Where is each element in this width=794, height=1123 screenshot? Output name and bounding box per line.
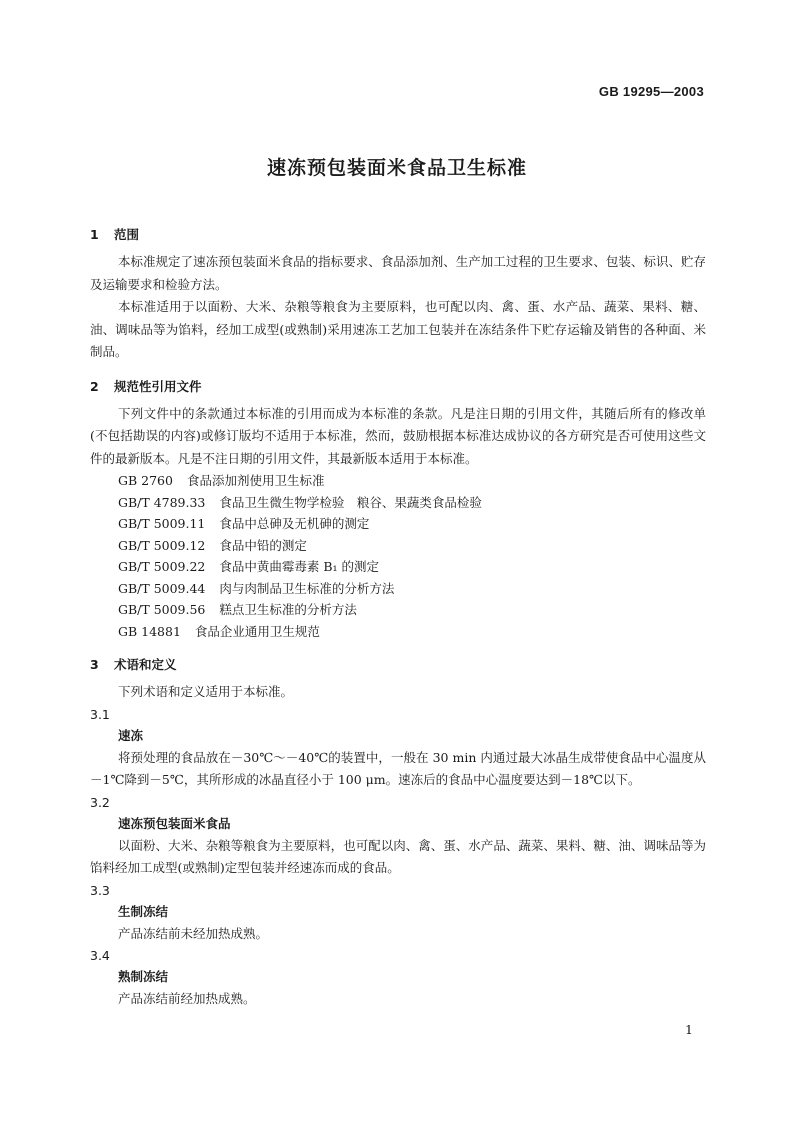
term-definition: 产品冻结前未经加热成熟。: [118, 925, 269, 941]
section-number: 2: [90, 378, 99, 394]
section-2-heading: [90, 376, 706, 397]
term-number: 3.1: [90, 706, 110, 722]
term-definition: 以面粉、大米、杂粮等粮食为主要原料，也可配以肉、禽、蛋、水产品、蔬菜、果料、糖、油、调味品等为馅料经加工成型(或熟制)定型包装并经速冻而成的食品。: [90, 837, 706, 875]
reference-item: [90, 470, 706, 492]
term-definition: 产品冻结前经加热成熟。: [118, 991, 256, 1006]
ref-code: GB 14881: [118, 623, 181, 639]
references-intro: 下列文件中的条款通过本标准的引用而成为本标准的条款。凡是注日期的引用文件，其随后所有的修改单(不包括勘误的内容)或修订版均不适用于本标准，然而，鼓励根据本标准达成协议的各方研究是否可使用这些文件的最新版本。凡是不注日期的引用文件，其最新版本适用于本标准。: [90, 405, 706, 466]
term-name: 熟制冻结: [118, 969, 169, 984]
term-name: 速冻预包装面米食品: [118, 815, 231, 831]
section-1-heading: [90, 224, 706, 245]
ref-title: 食品中铅的测定: [219, 537, 307, 553]
reference-list: [90, 470, 706, 642]
section-title: 规范性引用文件: [114, 378, 202, 394]
ref-title: 肉与肉制品卫生标准的分析方法: [219, 580, 395, 596]
term-name: 速冻: [118, 727, 144, 743]
section-number: 1: [90, 227, 99, 242]
reference-item: [90, 621, 706, 643]
term-number: 3.2: [90, 794, 110, 810]
ref-code: GB/T 5009.56: [118, 602, 206, 617]
ref-code: GB/T 4789.33: [118, 494, 206, 510]
ref-title: 食品卫生微生物学检验 粮谷、果蔬类食品检验: [219, 494, 482, 510]
ref-code: GB 2760: [118, 473, 173, 488]
section-title: 范围: [114, 227, 140, 242]
ref-title: 食品中总砷及无机砷的测定: [219, 516, 370, 531]
term-definition: 将预处理的食品放在－30℃～－40℃的装置中，一般在 30 min 内通过最大冰晶生成带使食品中心温度从－1℃降到－5℃，其所形成的冰晶直径小于 100 μm。速冻后的食品中心温度要达到－18℃以下。: [90, 749, 706, 787]
scope-paragraph-1: 本标准规定了速冻预包装面米食品的指标要求、食品添加剂、生产加工过程的卫生要求、包装、标识、贮存及运输要求和检验方法。: [90, 254, 706, 292]
ref-code: GB/T 5009.11: [118, 516, 206, 531]
ref-code: GB/T 5009.44: [118, 580, 206, 596]
document-title: 速冻预包装面米食品卫生标准: [266, 157, 527, 179]
term-number: 3.3: [90, 882, 110, 898]
document-body: [90, 224, 706, 1011]
ref-code: GB/T 5009.12: [118, 537, 206, 553]
reference-item: [90, 492, 706, 514]
ref-code: GB/T 5009.22: [118, 559, 206, 574]
ref-title: 食品中黄曲霉毒素 B₁ 的测定: [219, 559, 380, 574]
ref-title: 食品企业通用卫生规范: [194, 623, 320, 639]
reference-item: [90, 513, 706, 535]
page-number: 1: [685, 1022, 693, 1037]
section-number: 3: [90, 657, 99, 672]
reference-item: [90, 556, 706, 578]
reference-item: [90, 578, 706, 600]
ref-title: 糕点卫生标准的分析方法: [219, 602, 357, 617]
standard-code: GB 19295—2003: [598, 84, 704, 99]
terms-intro: 下列术语和定义适用于本标准。: [118, 684, 294, 699]
ref-title: 食品添加剂使用卫生标准: [186, 473, 325, 488]
reference-item: [90, 599, 706, 621]
term-number: 3.4: [90, 948, 110, 963]
scope-paragraph-2: 本标准适用于以面粉、大米、杂粮等粮食为主要原料，也可配以肉、禽、蛋、水产品、蔬菜、果料、糖、油、调味品等为馅料，经加工成型(或熟制)采用速冻工艺加工包装并在冻结条件下贮存运输及销售的各种面、米制品。: [90, 299, 706, 359]
section-title: 术语和定义: [114, 657, 177, 672]
reference-item: [90, 535, 706, 557]
section-3-heading: [90, 654, 706, 675]
term-name: 生制冻结: [118, 903, 169, 919]
